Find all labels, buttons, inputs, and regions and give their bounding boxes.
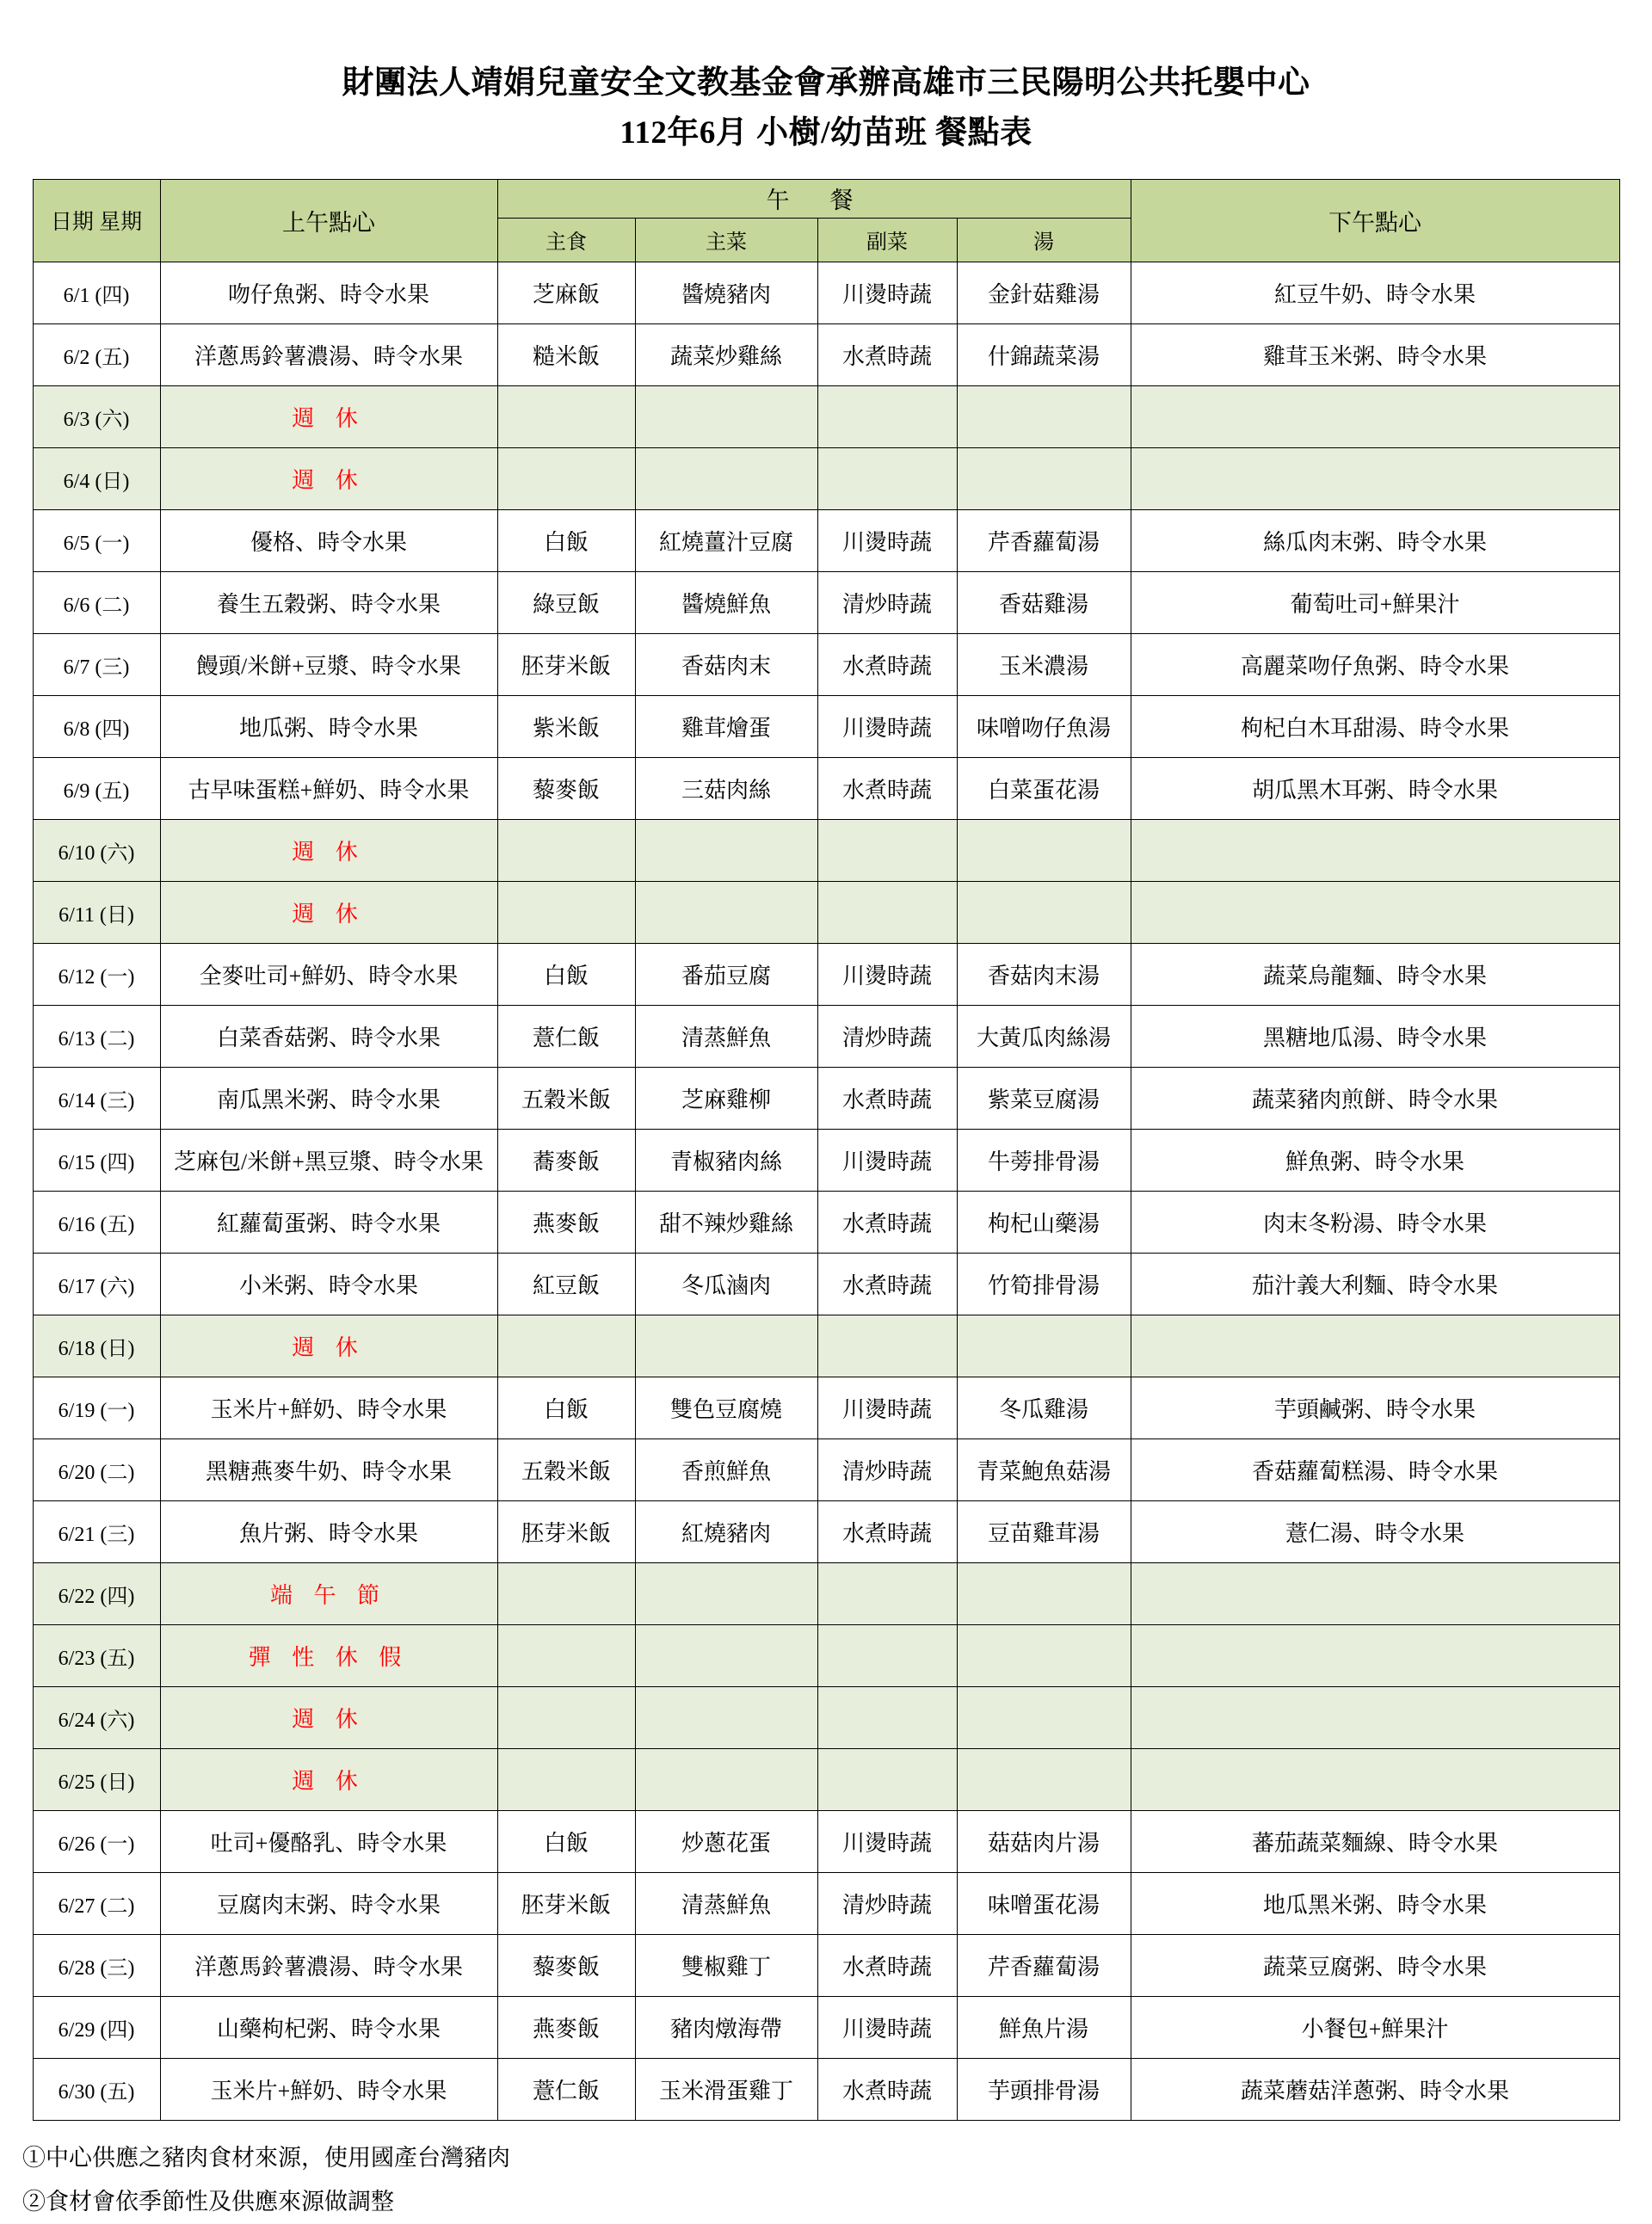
table-row: [33, 1810, 1619, 1872]
cell-afternoon-snack: 肉末冬粉湯、時令水果: [1131, 1191, 1619, 1253]
cell-side-dish: [817, 1686, 957, 1748]
cell-date: 6/16 (五): [33, 1191, 160, 1253]
cell-staple: 白飯: [497, 1377, 635, 1439]
cell-side-dish: 清炒時蔬: [817, 571, 957, 633]
cell-date: 6/12 (一): [33, 943, 160, 1005]
cell-side-dish: 川燙時蔬: [817, 1996, 957, 2058]
column-header-afternoon-snack: 下午點心: [1131, 179, 1619, 262]
cell-date: 6/29 (四): [33, 1996, 160, 2058]
cell-main-dish: 炒蔥花蛋: [635, 1810, 817, 1872]
table-row: [33, 1686, 1619, 1748]
table-row: [33, 1624, 1619, 1686]
cell-soup: [957, 881, 1131, 943]
cell-morning-snack: 週 休: [160, 385, 497, 447]
cell-staple: 胚芽米飯: [497, 1500, 635, 1562]
cell-soup: 什錦蔬菜湯: [957, 323, 1131, 385]
cell-main-dish: [635, 1748, 817, 1810]
cell-afternoon-snack: 蔬菜蘑菇洋蔥粥、時令水果: [1131, 2058, 1619, 2120]
cell-staple: 胚芽米飯: [497, 1872, 635, 1934]
column-header-morning-snack: 上午點心: [160, 179, 497, 262]
cell-morning-snack: 小米粥、時令水果: [160, 1253, 497, 1315]
cell-staple: [497, 447, 635, 509]
cell-staple: 糙米飯: [497, 323, 635, 385]
cell-date: 6/14 (三): [33, 1067, 160, 1129]
cell-side-dish: [817, 1748, 957, 1810]
cell-soup: 香菇雞湯: [957, 571, 1131, 633]
cell-side-dish: 水煮時蔬: [817, 1500, 957, 1562]
cell-soup: 大黃瓜肉絲湯: [957, 1005, 1131, 1067]
cell-main-dish: [635, 1624, 817, 1686]
cell-date: 6/26 (一): [33, 1810, 160, 1872]
cell-morning-snack: 芝麻包/米餅+黑豆漿、時令水果: [160, 1129, 497, 1191]
cell-side-dish: [817, 447, 957, 509]
cell-main-dish: 清蒸鮮魚: [635, 1872, 817, 1934]
cell-soup: [957, 1624, 1131, 1686]
cell-staple: [497, 881, 635, 943]
cell-morning-snack: 優格、時令水果: [160, 509, 497, 571]
cell-staple: [497, 385, 635, 447]
footnotes: [22, 2136, 1652, 2224]
cell-afternoon-snack: 蔬菜烏龍麵、時令水果: [1131, 943, 1619, 1005]
table-row: [33, 509, 1619, 571]
cell-date: 6/19 (一): [33, 1377, 160, 1439]
table-row: [33, 819, 1619, 881]
cell-afternoon-snack: 地瓜黑米粥、時令水果: [1131, 1872, 1619, 1934]
cell-soup: 芋頭排骨湯: [957, 2058, 1131, 2120]
cell-morning-snack: 吻仔魚粥、時令水果: [160, 262, 497, 323]
cell-afternoon-snack: 蕃茄蔬菜麵線、時令水果: [1131, 1810, 1619, 1872]
cell-main-dish: 香煎鮮魚: [635, 1439, 817, 1500]
cell-main-dish: 雙色豆腐燒: [635, 1377, 817, 1439]
cell-side-dish: 川燙時蔬: [817, 1129, 957, 1191]
cell-afternoon-snack: 茄汁義大利麵、時令水果: [1131, 1253, 1619, 1315]
table-header: [33, 179, 1619, 262]
menu-table: [33, 179, 1620, 2121]
cell-afternoon-snack: [1131, 1748, 1619, 1810]
cell-staple: 蕎麥飯: [497, 1129, 635, 1191]
cell-date: 6/15 (四): [33, 1129, 160, 1191]
cell-soup: [957, 1315, 1131, 1377]
cell-main-dish: [635, 1686, 817, 1748]
cell-main-dish: 紅燒豬肉: [635, 1500, 817, 1562]
cell-soup: 芹香蘿蔔湯: [957, 509, 1131, 571]
cell-afternoon-snack: 蔬菜豆腐粥、時令水果: [1131, 1934, 1619, 1996]
footnote-2: ②食材會依季節性及供應來源做調整: [22, 2189, 394, 2215]
cell-date: 6/1 (四): [33, 262, 160, 323]
cell-date: 6/18 (日): [33, 1315, 160, 1377]
cell-afternoon-snack: [1131, 1562, 1619, 1624]
cell-side-dish: 川燙時蔬: [817, 262, 957, 323]
cell-soup: [957, 385, 1131, 447]
cell-soup: 牛蒡排骨湯: [957, 1129, 1131, 1191]
cell-afternoon-snack: 高麗菜吻仔魚粥、時令水果: [1131, 633, 1619, 695]
cell-date: 6/6 (二): [33, 571, 160, 633]
cell-date: 6/17 (六): [33, 1253, 160, 1315]
cell-date: 6/22 (四): [33, 1562, 160, 1624]
cell-side-dish: 川燙時蔬: [817, 1377, 957, 1439]
cell-morning-snack: 魚片粥、時令水果: [160, 1500, 497, 1562]
cell-main-dish: [635, 447, 817, 509]
cell-morning-snack: 端 午 節: [160, 1562, 497, 1624]
table-row: [33, 2058, 1619, 2120]
cell-morning-snack: 洋蔥馬鈴薯濃湯、時令水果: [160, 1934, 497, 1996]
cell-side-dish: 水煮時蔬: [817, 323, 957, 385]
cell-side-dish: 水煮時蔬: [817, 757, 957, 819]
cell-side-dish: [817, 385, 957, 447]
cell-date: 6/4 (日): [33, 447, 160, 509]
column-header-date: 日期 星期: [33, 179, 160, 262]
cell-staple: [497, 1315, 635, 1377]
cell-main-dish: 雞茸燴蛋: [635, 695, 817, 757]
cell-date: 6/25 (日): [33, 1748, 160, 1810]
cell-afternoon-snack: 芋頭鹹粥、時令水果: [1131, 1377, 1619, 1439]
cell-main-dish: [635, 881, 817, 943]
cell-afternoon-snack: [1131, 881, 1619, 943]
cell-afternoon-snack: 鮮魚粥、時令水果: [1131, 1129, 1619, 1191]
cell-side-dish: [817, 1315, 957, 1377]
table-row: [33, 323, 1619, 385]
cell-morning-snack: 白菜香菇粥、時令水果: [160, 1005, 497, 1067]
cell-morning-snack: 全麥吐司+鮮奶、時令水果: [160, 943, 497, 1005]
cell-side-dish: 川燙時蔬: [817, 509, 957, 571]
cell-date: 6/9 (五): [33, 757, 160, 819]
column-header-lunch: 午 餐: [497, 179, 1131, 218]
table-row: [33, 1005, 1619, 1067]
cell-afternoon-snack: 香菇蘿蔔糕湯、時令水果: [1131, 1439, 1619, 1500]
table-row: [33, 1934, 1619, 1996]
cell-soup: 竹筍排骨湯: [957, 1253, 1131, 1315]
cell-soup: [957, 1686, 1131, 1748]
title-line-1: 財團法人靖娟兒童安全文教基金會承辦高雄市三民陽明公共托嬰中心: [342, 65, 1310, 101]
cell-side-dish: [817, 819, 957, 881]
cell-staple: 藜麥飯: [497, 757, 635, 819]
cell-main-dish: 番茄豆腐: [635, 943, 817, 1005]
cell-morning-snack: 紅蘿蔔蛋粥、時令水果: [160, 1191, 497, 1253]
cell-soup: [957, 1748, 1131, 1810]
table-row: [33, 262, 1619, 323]
cell-main-dish: 甜不辣炒雞絲: [635, 1191, 817, 1253]
cell-main-dish: [635, 1315, 817, 1377]
cell-staple: [497, 1748, 635, 1810]
cell-side-dish: [817, 1562, 957, 1624]
cell-main-dish: 醬燒鮮魚: [635, 571, 817, 633]
table-row: [33, 1129, 1619, 1191]
table-row: [33, 1439, 1619, 1500]
cell-soup: 冬瓜雞湯: [957, 1377, 1131, 1439]
cell-date: 6/2 (五): [33, 323, 160, 385]
cell-morning-snack: 玉米片+鮮奶、時令水果: [160, 2058, 497, 2120]
cell-morning-snack: 週 休: [160, 881, 497, 943]
cell-side-dish: 水煮時蔬: [817, 1191, 957, 1253]
cell-date: 6/7 (三): [33, 633, 160, 695]
cell-morning-snack: 黑糖燕麥牛奶、時令水果: [160, 1439, 497, 1500]
cell-morning-snack: 洋蔥馬鈴薯濃湯、時令水果: [160, 323, 497, 385]
cell-date: 6/10 (六): [33, 819, 160, 881]
cell-staple: 薏仁飯: [497, 1005, 635, 1067]
cell-side-dish: 水煮時蔬: [817, 633, 957, 695]
cell-side-dish: 水煮時蔬: [817, 2058, 957, 2120]
cell-staple: 紫米飯: [497, 695, 635, 757]
cell-staple: [497, 1686, 635, 1748]
cell-afternoon-snack: 小餐包+鮮果汁: [1131, 1996, 1619, 2058]
cell-morning-snack: 週 休: [160, 1315, 497, 1377]
table-row: [33, 943, 1619, 1005]
cell-morning-snack: 南瓜黑米粥、時令水果: [160, 1067, 497, 1129]
cell-afternoon-snack: 雞茸玉米粥、時令水果: [1131, 323, 1619, 385]
cell-side-dish: 川燙時蔬: [817, 1810, 957, 1872]
cell-morning-snack: 古早味蛋糕+鮮奶、時令水果: [160, 757, 497, 819]
cell-staple: 胚芽米飯: [497, 633, 635, 695]
cell-staple: 薏仁飯: [497, 2058, 635, 2120]
cell-afternoon-snack: [1131, 1686, 1619, 1748]
cell-morning-snack: 吐司+優酪乳、時令水果: [160, 1810, 497, 1872]
cell-date: 6/24 (六): [33, 1686, 160, 1748]
table-row: [33, 695, 1619, 757]
cell-staple: 五穀米飯: [497, 1067, 635, 1129]
table-row: [33, 1500, 1619, 1562]
table-row: [33, 1253, 1619, 1315]
cell-soup: 味噌蛋花湯: [957, 1872, 1131, 1934]
cell-side-dish: [817, 881, 957, 943]
cell-afternoon-snack: 葡萄吐司+鮮果汁: [1131, 571, 1619, 633]
cell-staple: [497, 819, 635, 881]
table-row: [33, 633, 1619, 695]
table-row: [33, 1562, 1619, 1624]
cell-morning-snack: 豆腐肉末粥、時令水果: [160, 1872, 497, 1934]
column-header-side-dish: 副菜: [817, 218, 957, 262]
cell-afternoon-snack: [1131, 385, 1619, 447]
cell-soup: 豆苗雞茸湯: [957, 1500, 1131, 1562]
cell-afternoon-snack: 紅豆牛奶、時令水果: [1131, 262, 1619, 323]
cell-afternoon-snack: 絲瓜肉末粥、時令水果: [1131, 509, 1619, 571]
cell-soup: 芹香蘿蔔湯: [957, 1934, 1131, 1996]
page-title: [0, 0, 1652, 155]
cell-afternoon-snack: 黑糖地瓜湯、時令水果: [1131, 1005, 1619, 1067]
cell-main-dish: 紅燒薑汁豆腐: [635, 509, 817, 571]
cell-staple: 燕麥飯: [497, 1996, 635, 2058]
cell-staple: 燕麥飯: [497, 1191, 635, 1253]
cell-main-dish: 青椒豬肉絲: [635, 1129, 817, 1191]
cell-main-dish: [635, 385, 817, 447]
cell-staple: 白飯: [497, 943, 635, 1005]
column-header-soup: 湯: [957, 218, 1131, 262]
table-row: [33, 1872, 1619, 1934]
table-row: [33, 571, 1619, 633]
cell-date: 6/8 (四): [33, 695, 160, 757]
cell-main-dish: 雙椒雞丁: [635, 1934, 817, 1996]
cell-soup: 白菜蛋花湯: [957, 757, 1131, 819]
cell-date: 6/20 (二): [33, 1439, 160, 1500]
footnote-1: ①中心供應之豬肉食材來源，使用國產台灣豬肉: [22, 2144, 510, 2171]
cell-date: 6/11 (日): [33, 881, 160, 943]
cell-afternoon-snack: 胡瓜黑木耳粥、時令水果: [1131, 757, 1619, 819]
cell-main-dish: [635, 819, 817, 881]
cell-morning-snack: 饅頭/米餅+豆漿、時令水果: [160, 633, 497, 695]
table-row: [33, 881, 1619, 943]
table-row: [33, 757, 1619, 819]
cell-date: 6/23 (五): [33, 1624, 160, 1686]
cell-staple: 芝麻飯: [497, 262, 635, 323]
cell-main-dish: [635, 1562, 817, 1624]
cell-date: 6/28 (三): [33, 1934, 160, 1996]
cell-soup: 鮮魚片湯: [957, 1996, 1131, 2058]
cell-main-dish: 豬肉燉海帶: [635, 1996, 817, 2058]
cell-soup: 味噌吻仔魚湯: [957, 695, 1131, 757]
cell-date: 6/13 (二): [33, 1005, 160, 1067]
cell-afternoon-snack: [1131, 1315, 1619, 1377]
cell-morning-snack: 玉米片+鮮奶、時令水果: [160, 1377, 497, 1439]
table-row: [33, 1377, 1619, 1439]
cell-afternoon-snack: [1131, 819, 1619, 881]
cell-date: 6/27 (二): [33, 1872, 160, 1934]
cell-soup: 紫菜豆腐湯: [957, 1067, 1131, 1129]
cell-date: 6/3 (六): [33, 385, 160, 447]
cell-side-dish: 川燙時蔬: [817, 943, 957, 1005]
cell-morning-snack: 週 休: [160, 1748, 497, 1810]
cell-soup: 青菜鮑魚菇湯: [957, 1439, 1131, 1500]
cell-soup: 菇菇肉片湯: [957, 1810, 1131, 1872]
table-row: [33, 1067, 1619, 1129]
cell-date: 6/21 (三): [33, 1500, 160, 1562]
cell-morning-snack: 山藥枸杞粥、時令水果: [160, 1996, 497, 2058]
cell-afternoon-snack: [1131, 447, 1619, 509]
cell-staple: 藜麥飯: [497, 1934, 635, 1996]
column-header-staple: 主食: [497, 218, 635, 262]
cell-main-dish: 三菇肉絲: [635, 757, 817, 819]
cell-main-dish: 清蒸鮮魚: [635, 1005, 817, 1067]
cell-soup: [957, 819, 1131, 881]
cell-morning-snack: 週 休: [160, 819, 497, 881]
cell-afternoon-snack: 薏仁湯、時令水果: [1131, 1500, 1619, 1562]
cell-soup: [957, 447, 1131, 509]
cell-staple: [497, 1562, 635, 1624]
table-row: [33, 1996, 1619, 2058]
cell-date: 6/5 (一): [33, 509, 160, 571]
cell-staple: 五穀米飯: [497, 1439, 635, 1500]
cell-main-dish: 醬燒豬肉: [635, 262, 817, 323]
table-row: [33, 1191, 1619, 1253]
table-body: [33, 262, 1619, 2120]
cell-soup: 香菇肉末湯: [957, 943, 1131, 1005]
cell-side-dish: 清炒時蔬: [817, 1872, 957, 1934]
cell-soup: 枸杞山藥湯: [957, 1191, 1131, 1253]
cell-main-dish: 冬瓜滷肉: [635, 1253, 817, 1315]
cell-morning-snack: 養生五穀粥、時令水果: [160, 571, 497, 633]
cell-date: 6/30 (五): [33, 2058, 160, 2120]
cell-afternoon-snack: [1131, 1624, 1619, 1686]
column-header-main-dish: 主菜: [635, 218, 817, 262]
cell-staple: 紅豆飯: [497, 1253, 635, 1315]
cell-main-dish: 香菇肉末: [635, 633, 817, 695]
table-row: [33, 1315, 1619, 1377]
table-row: [33, 385, 1619, 447]
table-row: [33, 447, 1619, 509]
cell-side-dish: 清炒時蔬: [817, 1005, 957, 1067]
cell-soup: 玉米濃湯: [957, 633, 1131, 695]
cell-soup: 金針菇雞湯: [957, 262, 1131, 323]
table-row: [33, 1748, 1619, 1810]
cell-side-dish: 清炒時蔬: [817, 1439, 957, 1500]
cell-side-dish: 水煮時蔬: [817, 1067, 957, 1129]
cell-side-dish: 水煮時蔬: [817, 1253, 957, 1315]
cell-side-dish: 水煮時蔬: [817, 1934, 957, 1996]
cell-main-dish: 玉米滑蛋雞丁: [635, 2058, 817, 2120]
cell-soup: [957, 1562, 1131, 1624]
cell-afternoon-snack: 枸杞白木耳甜湯、時令水果: [1131, 695, 1619, 757]
cell-staple: 白飯: [497, 1810, 635, 1872]
cell-staple: 白飯: [497, 509, 635, 571]
cell-morning-snack: 地瓜粥、時令水果: [160, 695, 497, 757]
cell-main-dish: 蔬菜炒雞絲: [635, 323, 817, 385]
cell-afternoon-snack: 蔬菜豬肉煎餅、時令水果: [1131, 1067, 1619, 1129]
cell-side-dish: 川燙時蔬: [817, 695, 957, 757]
cell-staple: [497, 1624, 635, 1686]
cell-morning-snack: 彈 性 休 假: [160, 1624, 497, 1686]
cell-side-dish: [817, 1624, 957, 1686]
cell-morning-snack: 週 休: [160, 447, 497, 509]
cell-main-dish: 芝麻雞柳: [635, 1067, 817, 1129]
title-line-2: 112年6月 小樹/幼苗班 餐點表: [620, 114, 1032, 151]
cell-staple: 綠豆飯: [497, 571, 635, 633]
cell-morning-snack: 週 休: [160, 1686, 497, 1748]
